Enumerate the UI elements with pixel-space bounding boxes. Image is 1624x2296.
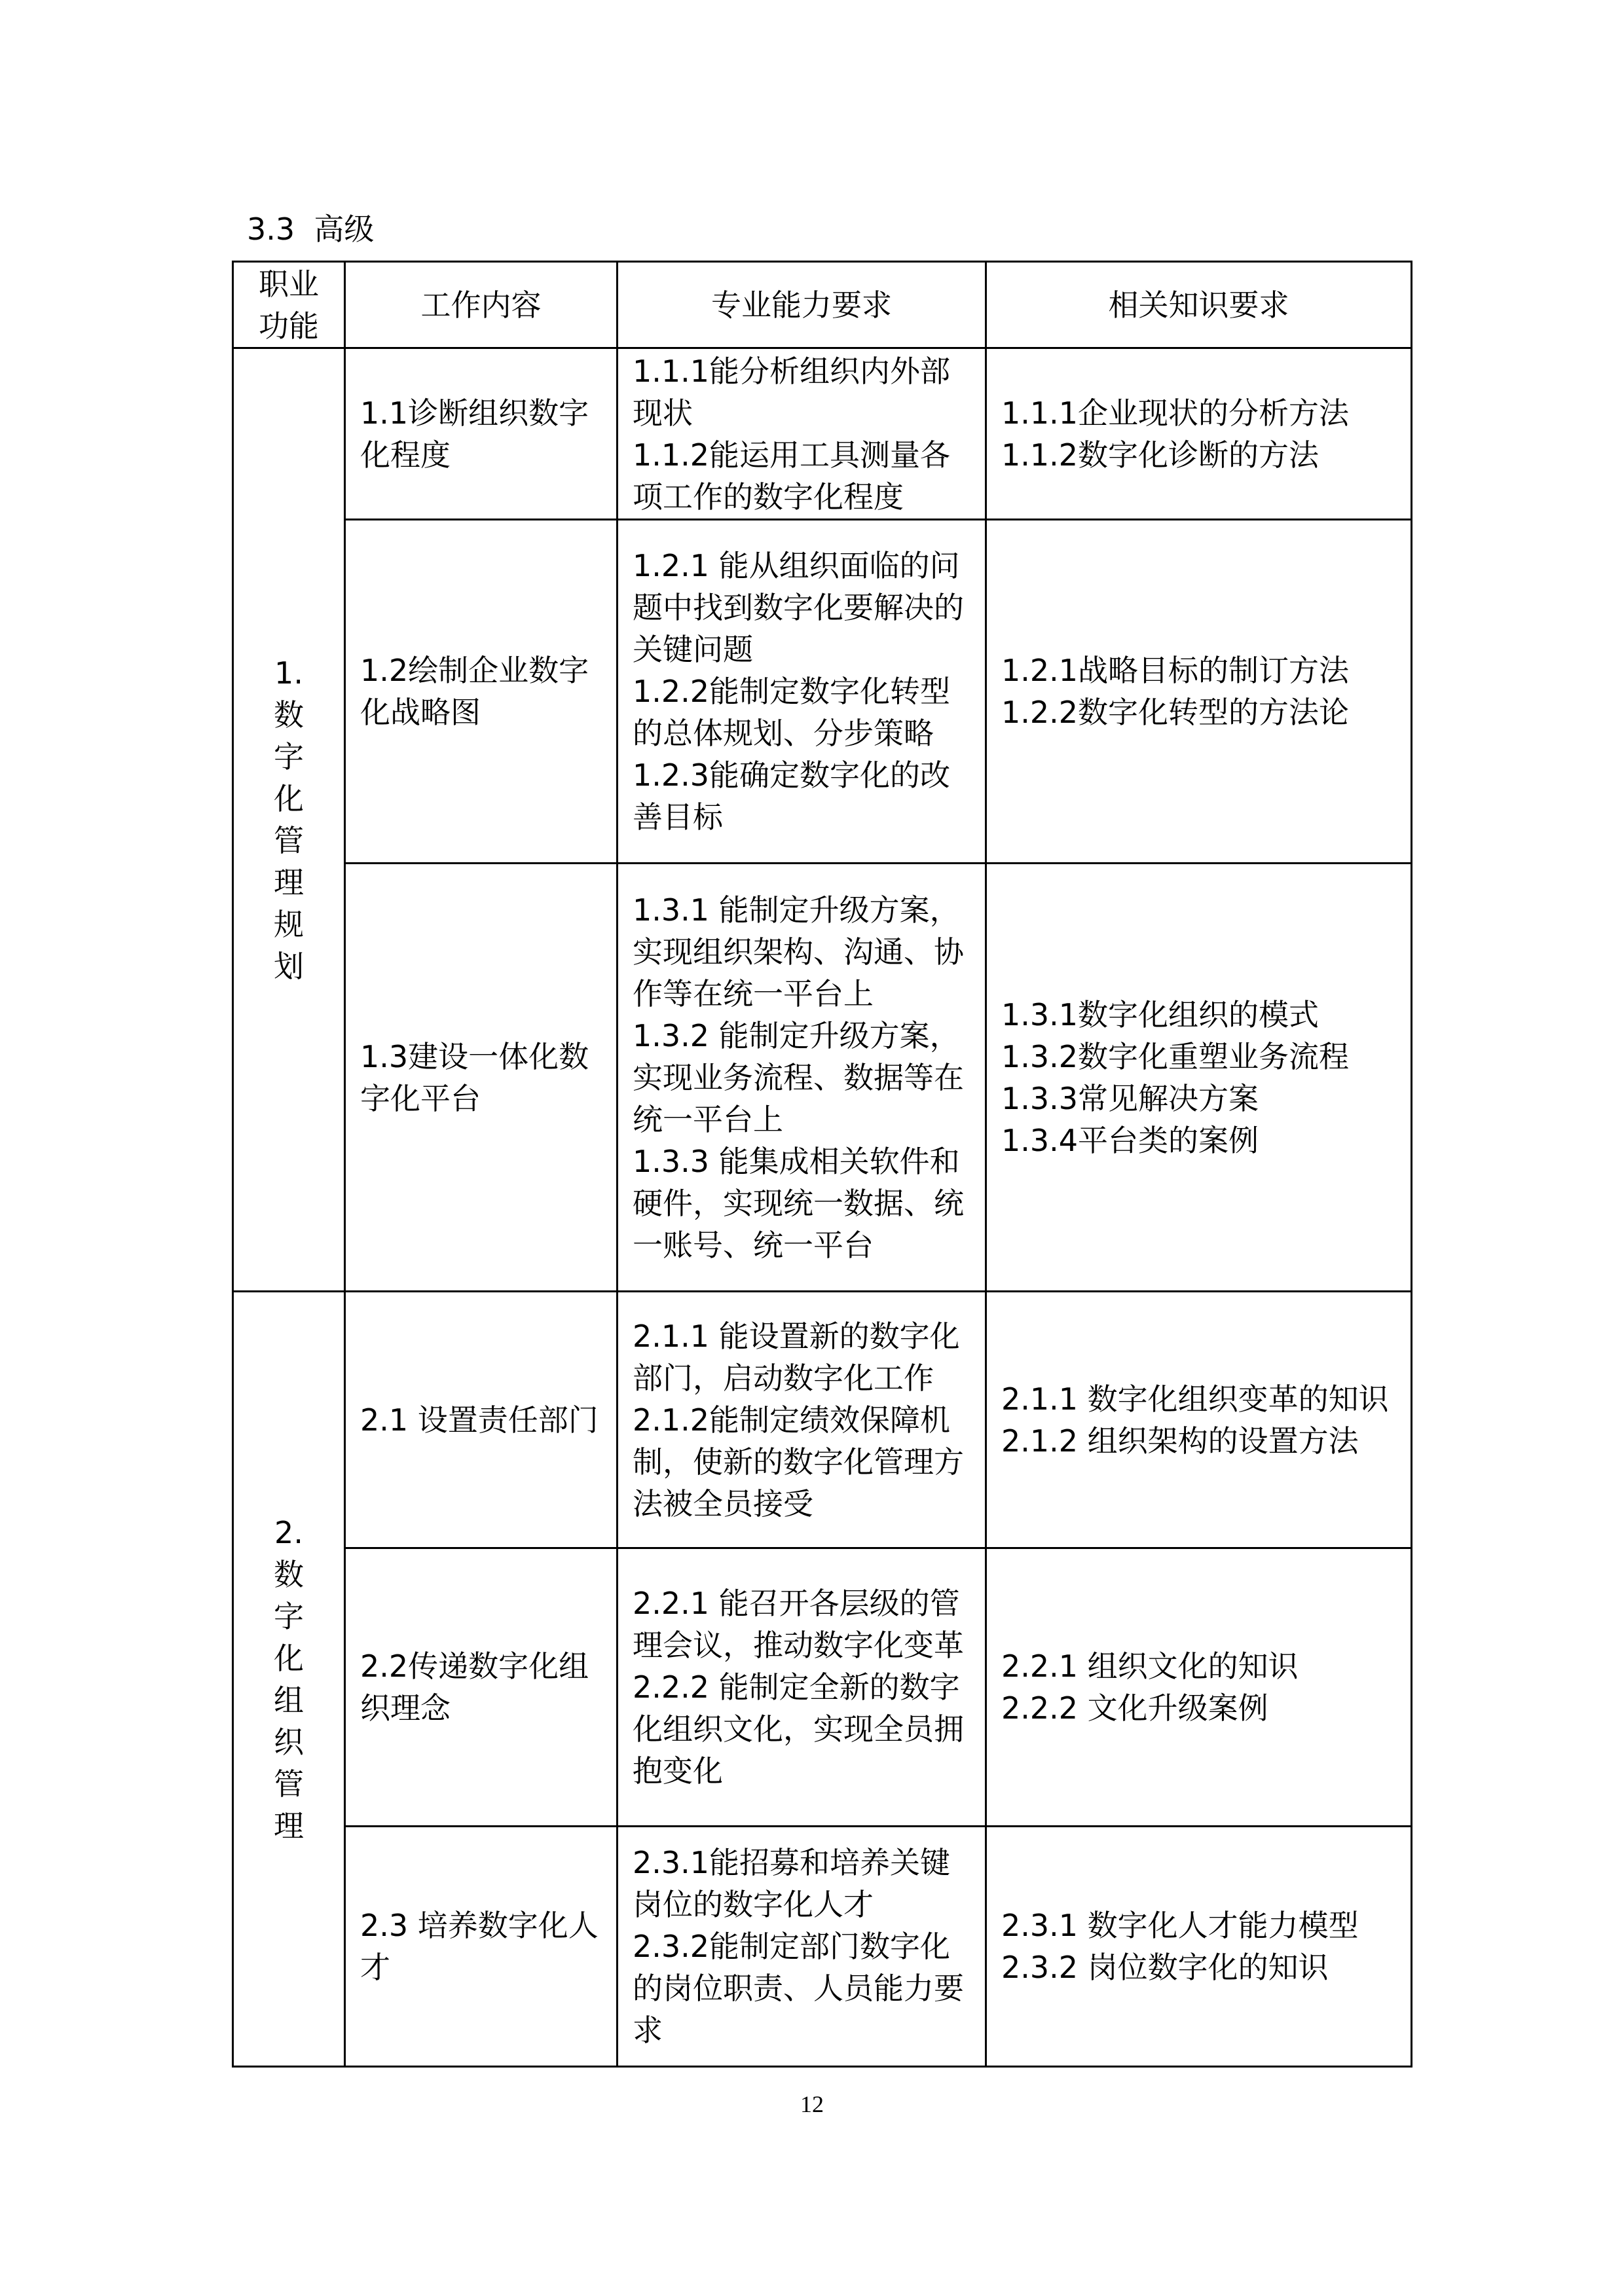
knowledge-item: 2.3.1 数字化人才能力模型 xyxy=(1001,1908,1359,1943)
page-number: 12 xyxy=(800,2091,824,2117)
skill-item: 2.3.1能招募和培养关键岗位的数字化人才 xyxy=(633,1845,951,1922)
function-cell-1 xyxy=(233,348,345,1292)
knowledge-cell xyxy=(986,1292,1412,1548)
table-row xyxy=(233,348,1412,520)
skill-cell xyxy=(618,1292,986,1548)
skill-item: 1.2.1 能从组织面临的问题中找到数字化要解决的关键问题 xyxy=(633,548,964,667)
skill-item: 2.2.1 能召开各层级的管理会议，推动数字化变革 xyxy=(633,1586,964,1663)
skill-cell xyxy=(618,520,986,864)
skill-item: 1.1.1能分析组织内外部现状 xyxy=(633,353,951,431)
knowledge-item: 2.3.2 岗位数字化的知识 xyxy=(1001,1950,1329,1985)
skill-item: 2.1.2能制定绩效保障机制，使新的数字化管理方法被全员接受 xyxy=(633,1402,964,1522)
skill-cell xyxy=(618,1548,986,1827)
work-content-cell: 1.3建设一体化数字化平台 xyxy=(345,864,618,1292)
table-row xyxy=(233,1292,1412,1548)
skill-item: 1.1.2能运用工具测量各项工作的数字化程度 xyxy=(633,437,951,515)
knowledge-cell xyxy=(986,864,1412,1292)
knowledge-cell xyxy=(986,1827,1412,2067)
header-function: 职业 功能 xyxy=(233,262,345,348)
skill-cell xyxy=(618,348,986,520)
header-work-content: 工作内容 xyxy=(345,262,618,348)
knowledge-cell xyxy=(986,1548,1412,1827)
table-row xyxy=(233,1548,1412,1827)
knowledge-item: 1.3.2数字化重塑业务流程 xyxy=(1001,1038,1350,1074)
knowledge-item: 1.3.3常见解决方案 xyxy=(1001,1080,1259,1116)
section-title: 3.3 高级 xyxy=(247,211,375,247)
function-number: 1. xyxy=(274,655,303,691)
work-content-cell: 2.2传递数字化组织理念 xyxy=(345,1548,618,1827)
knowledge-item: 1.3.1数字化组织的模式 xyxy=(1001,996,1320,1032)
knowledge-item: 1.1.2数字化诊断的方法 xyxy=(1001,437,1320,473)
skill-item: 2.1.1 能设置新的数字化部门，启动数字化工作 xyxy=(633,1318,960,1396)
table-header-row xyxy=(233,262,1412,348)
function-cell-2 xyxy=(233,1292,345,2067)
header-skill-requirements: 专业能力要求 xyxy=(618,262,986,348)
knowledge-item: 1.3.4平台类的案例 xyxy=(1001,1122,1259,1158)
skill-item: 1.3.2 能制定升级方案，实现业务流程、数据等在统一平台上 xyxy=(633,1017,964,1137)
knowledge-item: 1.2.2数字化转型的方法论 xyxy=(1001,695,1350,730)
occupational-standard-table xyxy=(232,261,1412,2068)
knowledge-item: 1.1.1企业现状的分析方法 xyxy=(1001,395,1350,431)
table-row xyxy=(233,1827,1412,2067)
work-content-cell: 2.1 设置责任部门 xyxy=(345,1292,618,1548)
work-content-cell: 2.3 培养数字化人才 xyxy=(345,1827,618,2067)
knowledge-cell xyxy=(986,520,1412,864)
skill-item: 1.2.3能确定数字化的改善目标 xyxy=(633,757,951,835)
skill-item: 2.3.2能制定部门数字化的岗位职责、人员能力要求 xyxy=(633,1929,964,2048)
knowledge-item: 2.1.1 数字化组织变革的知识 xyxy=(1001,1381,1389,1417)
table-row xyxy=(233,864,1412,1292)
skill-item: 1.3.1 能制定升级方案，实现组织架构、沟通、协作等在统一平台上 xyxy=(633,892,964,1011)
function-label: 数字化组织管理 xyxy=(274,1556,304,1844)
skill-cell xyxy=(618,864,986,1292)
table-row xyxy=(233,520,1412,864)
skill-item: 1.3.3 能集成相关软件和硬件，实现统一数据、统一账号、统一平台 xyxy=(633,1143,964,1263)
function-number: 2. xyxy=(274,1514,303,1550)
work-content-cell: 1.1诊断组织数字化程度 xyxy=(345,348,618,520)
skill-item: 2.2.2 能制定全新的数字化组织文化，实现全员拥抱变化 xyxy=(633,1669,964,1789)
function-label: 数字化管理规划 xyxy=(274,697,304,984)
work-content-cell: 1.2绘制企业数字化战略图 xyxy=(345,520,618,864)
knowledge-item: 2.2.1 组织文化的知识 xyxy=(1001,1649,1299,1684)
knowledge-item: 1.2.1战略目标的制订方法 xyxy=(1001,653,1350,688)
skill-cell xyxy=(618,1827,986,2067)
knowledge-item: 2.1.2 组织架构的设置方法 xyxy=(1001,1423,1359,1459)
skill-item: 1.2.2能制定数字化转型的总体规划、分步策略 xyxy=(633,674,951,751)
knowledge-cell xyxy=(986,348,1412,520)
header-knowledge-requirements: 相关知识要求 xyxy=(986,262,1412,348)
knowledge-item: 2.2.2 文化升级案例 xyxy=(1001,1690,1268,1726)
